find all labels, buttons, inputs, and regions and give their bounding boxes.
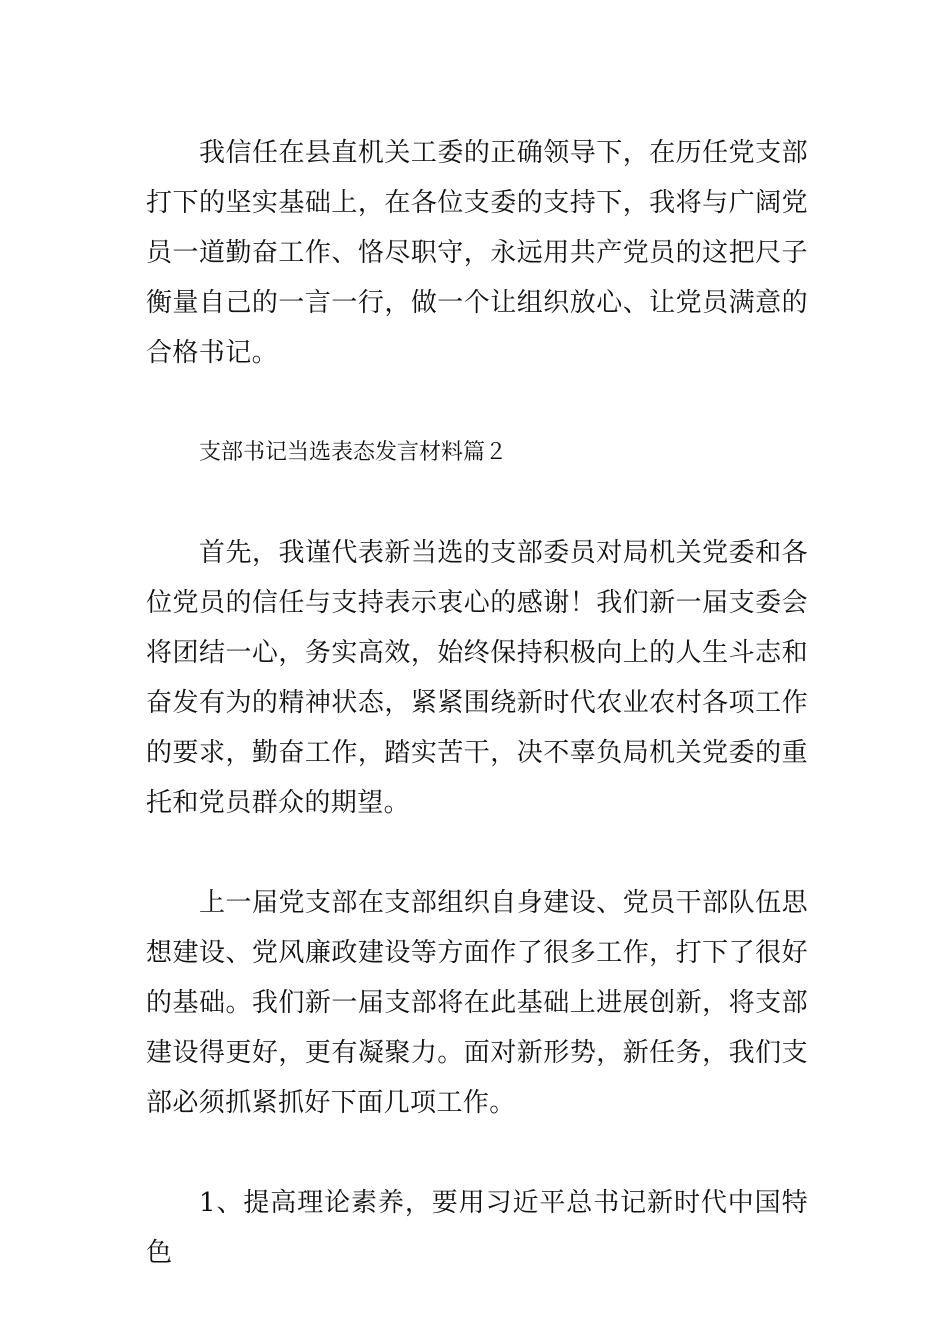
- paragraph-gap: [146, 1128, 808, 1178]
- document-page: [146, 128, 808, 1278]
- paragraph-2: 首先，我谨代表新当选的支部委员对局机关党委和各位党员的信任与支持表示衷心的感谢！我们新一届支委会将团结一心，务实高效，始终保持积极向上的人生斗志和奋发有为的精神状态，紧紧围绕新时代农业农村各项工作的要求，勤奋工作，踏实苦干，决不辜负局机关党委的重托和党员群众的期望。: [146, 538, 808, 818]
- paragraph-gap: [146, 378, 808, 428]
- paragraph-3: 上一届党支部在支部组织自身建设、党员干部队伍思想建设、党风廉政建设等方面作了很多工作，打下了很好的基础。我们新一届支部将在此基础上进展创新，将支部建设得更好，更有凝聚力。面对新形势，新任务，我们支部必须抓紧抓好下面几项工作。: [146, 888, 808, 1118]
- section-heading: 支部书记当选表态发言材料篇２: [199, 440, 508, 465]
- paragraph-gap: [146, 478, 808, 528]
- paragraph-4: 1、提高理论素养，要用习近平总书记新时代中国特色: [146, 1188, 808, 1268]
- paragraph-1: 我信任在县直机关工委的正确领导下，在历任党支部打下的坚实基础上，在各位支委的支持下，我将与广阔党员一道勤奋工作、恪尽职守，永远用共产党员的这把尺子衡量自己的一言一行，做一个让组织放心、让党员满意的合格书记。: [146, 138, 808, 368]
- paragraph-gap: [146, 828, 808, 878]
